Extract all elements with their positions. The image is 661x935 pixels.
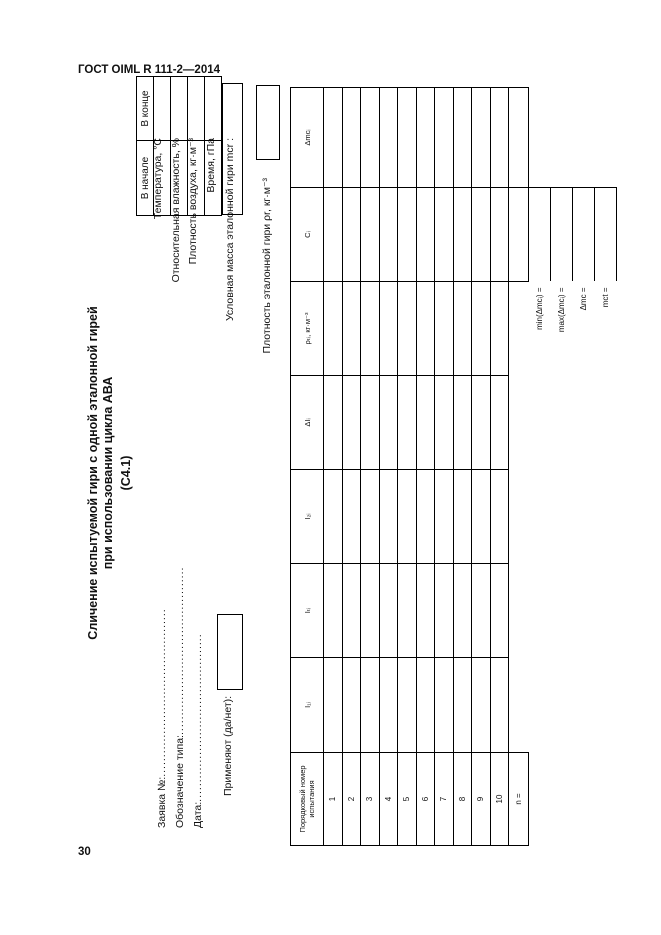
table-row bbox=[453, 88, 472, 846]
table-header-row bbox=[291, 88, 324, 846]
summary-spacer bbox=[529, 376, 551, 846]
table-cell[interactable] bbox=[342, 376, 361, 470]
summary-row bbox=[529, 88, 551, 846]
measurement-table bbox=[290, 87, 617, 846]
summary-row bbox=[595, 88, 617, 846]
table-cell[interactable] bbox=[435, 658, 454, 753]
table-header-cell: Cᵢ bbox=[291, 188, 324, 282]
table-cell[interactable] bbox=[361, 188, 380, 282]
table-cell[interactable] bbox=[324, 282, 343, 376]
table-cell[interactable] bbox=[490, 88, 509, 188]
conditions-table bbox=[136, 76, 222, 216]
table-cell[interactable] bbox=[379, 88, 398, 188]
cond-header-end: В конце bbox=[137, 77, 154, 141]
cond-cell[interactable] bbox=[205, 77, 222, 141]
table-row bbox=[435, 88, 454, 846]
table-cell[interactable] bbox=[324, 658, 343, 753]
table-header-cell: ΔIᵢ bbox=[291, 376, 324, 470]
table-cell[interactable] bbox=[361, 564, 380, 658]
table-cell[interactable] bbox=[435, 282, 454, 376]
table-cell[interactable] bbox=[472, 282, 491, 376]
temperature-label: Температура, °С bbox=[152, 138, 164, 220]
summary-spacer bbox=[595, 376, 617, 846]
time-label: Время, гПа bbox=[205, 138, 217, 193]
row-number: 10 bbox=[490, 753, 509, 846]
summary-spacer bbox=[595, 88, 617, 188]
cond-cell[interactable] bbox=[205, 141, 222, 216]
humidity-label: Относительная влажность, % bbox=[170, 138, 182, 283]
table-row bbox=[324, 88, 343, 846]
row-number: 3 bbox=[361, 753, 380, 846]
table-cell[interactable] bbox=[398, 88, 417, 188]
table-cell[interactable] bbox=[398, 282, 417, 376]
summary-spacer bbox=[573, 88, 595, 188]
table-cell[interactable] bbox=[361, 88, 380, 188]
table-cell[interactable] bbox=[342, 564, 361, 658]
table-cell[interactable] bbox=[342, 470, 361, 564]
page-number: 30 bbox=[78, 846, 91, 858]
table-cell[interactable] bbox=[472, 88, 491, 188]
title-code: (С4.1) bbox=[119, 455, 133, 491]
table-cell[interactable] bbox=[324, 376, 343, 470]
summary-spacer bbox=[551, 376, 573, 846]
summary-label: Δmc = bbox=[579, 287, 588, 311]
table-header-cell: I₂ᵢ bbox=[291, 470, 324, 564]
table-cell[interactable] bbox=[453, 470, 472, 564]
table-cell[interactable] bbox=[379, 470, 398, 564]
table-cell[interactable] bbox=[324, 470, 343, 564]
type-field[interactable]: Обозначение типа:........................................... bbox=[174, 566, 186, 828]
table-cell[interactable] bbox=[472, 188, 491, 282]
n-label: n = bbox=[509, 753, 529, 846]
summary-cell[interactable] bbox=[573, 188, 595, 282]
table-cell[interactable] bbox=[416, 658, 435, 753]
table-header-cell: I₁ᵢ bbox=[291, 658, 324, 753]
table-cell[interactable] bbox=[342, 188, 361, 282]
table-cell[interactable] bbox=[361, 376, 380, 470]
table-cell[interactable] bbox=[490, 470, 509, 564]
summary-spacer bbox=[573, 376, 595, 846]
cond-cell[interactable] bbox=[171, 141, 188, 216]
table-cell[interactable] bbox=[453, 658, 472, 753]
table-cell[interactable] bbox=[435, 470, 454, 564]
cond-cell[interactable] bbox=[171, 77, 188, 141]
table-cell[interactable] bbox=[472, 470, 491, 564]
table-cell[interactable] bbox=[324, 564, 343, 658]
table-cell[interactable] bbox=[379, 658, 398, 753]
cond-cell[interactable] bbox=[154, 141, 171, 216]
title-line-2: при использовании цикла АВА bbox=[101, 376, 115, 570]
table-cell[interactable] bbox=[398, 188, 417, 282]
cond-cell[interactable] bbox=[188, 77, 205, 141]
table-header-cell: Порядковый номер испытания bbox=[291, 753, 324, 846]
application-field[interactable]: Заявка №:........................................... bbox=[156, 608, 168, 828]
table-header-cell: ρₜᵢ, кг·м⁻³ bbox=[291, 282, 324, 376]
table-cell[interactable] bbox=[490, 564, 509, 658]
rotated-form bbox=[78, 78, 613, 868]
table-cell[interactable] bbox=[416, 470, 435, 564]
cond-cell[interactable] bbox=[188, 141, 205, 216]
ref-density-label: Плотность эталонной гири ρr, кг·м⁻³ bbox=[261, 178, 273, 354]
apply-input-box[interactable] bbox=[217, 614, 243, 690]
conv-mass-box[interactable] bbox=[222, 83, 243, 215]
row-number: 7 bbox=[435, 753, 454, 846]
table-row bbox=[361, 88, 380, 846]
table-row bbox=[342, 88, 361, 846]
row-number: 9 bbox=[472, 753, 491, 846]
air-density-label: Плотность воздуха, кг·м⁻³ bbox=[187, 138, 199, 265]
table-cell[interactable] bbox=[324, 188, 343, 282]
table-cell[interactable] bbox=[435, 564, 454, 658]
table-cell[interactable] bbox=[490, 376, 509, 470]
n-row bbox=[509, 88, 529, 846]
row-number: 5 bbox=[398, 753, 417, 846]
table-cell[interactable] bbox=[509, 376, 529, 470]
summary-cell[interactable] bbox=[595, 188, 617, 282]
summary-label: min(Δmcᵢ) = bbox=[535, 287, 544, 330]
table-cell[interactable] bbox=[490, 188, 509, 282]
table-cell[interactable] bbox=[416, 376, 435, 470]
summary-cell[interactable] bbox=[529, 188, 551, 282]
table-cell[interactable] bbox=[379, 376, 398, 470]
summary-row bbox=[551, 88, 573, 846]
date-field[interactable]: Дата:........................................... bbox=[192, 633, 204, 828]
title-line-1: Сличение испытуемой гири с одной эталонной гирей bbox=[86, 306, 100, 640]
row-number: 4 bbox=[379, 753, 398, 846]
table-row bbox=[398, 88, 417, 846]
table-cell[interactable] bbox=[453, 376, 472, 470]
table-cell[interactable] bbox=[398, 376, 417, 470]
table-cell[interactable] bbox=[416, 282, 435, 376]
table-cell[interactable] bbox=[435, 88, 454, 188]
table-cell[interactable] bbox=[342, 282, 361, 376]
conv-mass-label: Условная масса эталонной гири mcr : bbox=[224, 138, 236, 322]
table-cell[interactable] bbox=[398, 564, 417, 658]
table-cell[interactable] bbox=[416, 564, 435, 658]
table-cell[interactable] bbox=[509, 188, 529, 282]
table-cell[interactable] bbox=[361, 658, 380, 753]
table-cell[interactable] bbox=[490, 282, 509, 376]
table-cell[interactable] bbox=[379, 282, 398, 376]
table-cell[interactable] bbox=[453, 88, 472, 188]
table-cell[interactable] bbox=[472, 658, 491, 753]
table-cell[interactable] bbox=[416, 88, 435, 188]
row-number: 1 bbox=[324, 753, 343, 846]
table-cell[interactable] bbox=[472, 376, 491, 470]
table-cell[interactable] bbox=[509, 88, 529, 188]
table-header-cell: Δmcᵢ bbox=[291, 88, 324, 188]
table-cell[interactable] bbox=[361, 282, 380, 376]
table-cell[interactable] bbox=[509, 282, 529, 376]
table-cell[interactable] bbox=[324, 88, 343, 188]
row-number: 6 bbox=[416, 753, 435, 846]
table-cell[interactable] bbox=[342, 658, 361, 753]
table-cell[interactable] bbox=[435, 188, 454, 282]
table-cell[interactable] bbox=[379, 564, 398, 658]
document-header: ГОСТ OIML R 111-2—2014 bbox=[78, 64, 221, 76]
table-cell[interactable] bbox=[490, 658, 509, 753]
cond-header-start: В начале bbox=[137, 141, 154, 216]
table-row bbox=[490, 88, 509, 846]
summary-row bbox=[573, 88, 595, 846]
summary-spacer bbox=[529, 88, 551, 188]
row-number: 8 bbox=[453, 753, 472, 846]
table-cell[interactable] bbox=[509, 564, 529, 658]
summary-label: max(Δmcᵢ) = bbox=[557, 287, 566, 333]
table-cell[interactable] bbox=[453, 188, 472, 282]
table-header-cell: Iₜᵢ bbox=[291, 564, 324, 658]
table-cell[interactable] bbox=[453, 564, 472, 658]
table-cell[interactable] bbox=[509, 470, 529, 564]
table-cell[interactable] bbox=[435, 376, 454, 470]
summary-cell[interactable] bbox=[551, 188, 573, 282]
ref-density-box[interactable] bbox=[256, 85, 280, 160]
summary-spacer bbox=[551, 88, 573, 188]
table-cell[interactable] bbox=[416, 188, 435, 282]
apply-label: Применяют (да/нет): bbox=[222, 695, 234, 796]
table-cell[interactable] bbox=[342, 88, 361, 188]
table-cell[interactable] bbox=[453, 282, 472, 376]
table-row bbox=[416, 88, 435, 846]
table-cell[interactable] bbox=[398, 470, 417, 564]
summary-label: mct = bbox=[601, 287, 610, 308]
row-number: 2 bbox=[342, 753, 361, 846]
table-cell[interactable] bbox=[361, 470, 380, 564]
table-row bbox=[379, 88, 398, 846]
table-cell[interactable] bbox=[379, 188, 398, 282]
table-cell[interactable] bbox=[398, 658, 417, 753]
table-cell[interactable] bbox=[509, 658, 529, 753]
cond-cell[interactable] bbox=[154, 77, 171, 141]
table-row bbox=[472, 88, 491, 846]
table-cell[interactable] bbox=[472, 564, 491, 658]
